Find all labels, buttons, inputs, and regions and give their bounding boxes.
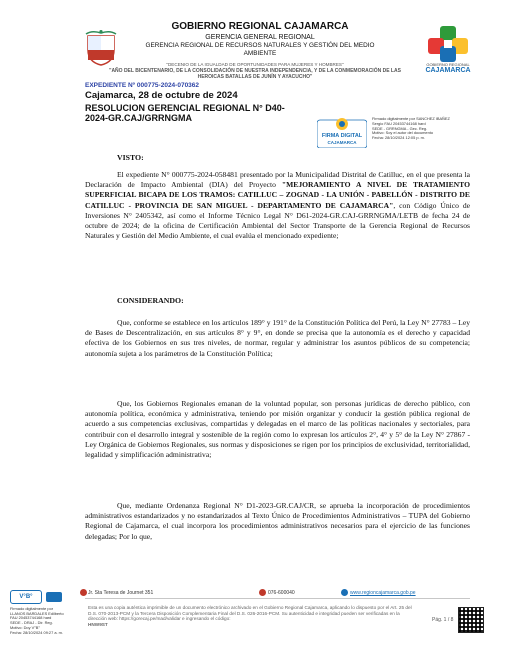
considerando-paragraph-2: Que, los Gobiernos Regionales emanan de la voluntad popular, son personas jurídicas de derecho público, con autonomía política, económica y administrativa, teniendo por misión organizar y conducir la gestión pública regional de acuerdo a sus competencias exclusivas, compartidas y delegadas en el marco de las políticas nacionales y sectoriales, para contribuir con el desarrollo integral y sostenible de la región como lo expresan los artículos 2°, 4° y 5° de la Ley N° 27867 - Ley Orgánica de Gobiernos Regionales, sus normas y disposiciones se rigen por los principios de exclusividad, territorialidad, legalidad y simplificación administrativa; (85, 399, 470, 460)
verification-code: HNW9ST (88, 622, 108, 628)
footer-website-link[interactable]: www.regioncajamarca.gob.pe (350, 590, 416, 596)
institution-department: GERENCIA REGIONAL DE RECURSOS NATURALES Y GESTIÓN DEL MEDIO AMBIENTE (145, 42, 375, 57)
approval-stamp: V°B° (10, 590, 42, 604)
svg-text:CAJAMARCA: CAJAMARCA (327, 140, 357, 145)
svg-text:FIRMA DIGITAL: FIRMA DIGITAL (321, 133, 363, 139)
regional-government-logo-icon (426, 24, 470, 64)
document-footer (0, 583, 505, 650)
location-icon (80, 589, 87, 596)
document-body (85, 150, 470, 582)
considerando-heading: CONSIDERANDO: (117, 296, 184, 305)
resolution-number: RESOLUCION GERENCIAL REGIONAL N° D40-2024-GR.CAJ/GRRNGMA (85, 103, 285, 123)
page-indicator: Pág. 1 / 8 (432, 617, 454, 623)
authenticity-disclaimer: Esta es una copia auténtica imprimible de un documento electrónico archivado en el Gobierno Regional Cajamarca, aplicando lo dispuesto por el Art. 25 del D.S. 070-2013-PCM y la Tercera Disposición Complementaria Final del D.S. 026-2016-PCM. Su autenticidad e integridad pueden ser verificadas en la dirección web: https://gorecaj.pe/mad/validar e ingresando el código: HNW9ST (88, 605, 418, 628)
visto-heading: VISTO: (117, 153, 144, 162)
qr-code-icon (458, 607, 484, 633)
digital-signature-info: Firmado digitalmente por SANCHEZ IBAÑEZ Sergio FAU 20453744168 hard SEDE - GRRNGMA - Gec. Reg. Motivo: Soy el autor del documento Fecha: 28/10/2024 12:05 p. m. (372, 116, 450, 141)
phone-icon (259, 589, 266, 596)
institution-subtitle: GERENCIA GENERAL REGIONAL (205, 34, 315, 41)
decade-slogan: "DECENIO DE LA IGUALDAD DE OPORTUNIDADES PARA MUJERES Y HOMBRES" (166, 62, 344, 67)
document-header (0, 0, 505, 152)
institution-title: GOBIERNO REGIONAL CAJAMARCA (171, 21, 349, 32)
considerando-paragraph-3: Que, mediante Ordenanza Regional N° D1-2023-GR.CAJ/CR, se aprueba la incorporación de procedimientos administrativos estandarizados y no estandarizados al Texto Único de Procedimientos Administrativos – TUPA del Gobierno Regional de Cajamarca, el cual incorpora los procedimientos administrativos necesarios para el ejercicio de las funciones delegadas; Por lo que, (85, 501, 470, 541)
digital-signature-badge-icon (317, 116, 367, 148)
year-slogan: "AÑO DEL BICENTENARIO, DE LA CONSOLIDACIÓN DE NUESTRA INDEPENDENCIA, Y DE LA CONMEMORACIÓN DE LAS HEROICAS BATALLAS DE JUNÍN Y AYACUCHO" (109, 68, 401, 80)
considerando-paragraph-1: Que, conforme se establece en los artículos 189° y 191° de la Constitución Política del Perú, la Ley N° 27783 – Ley de Bases de Descentralización, en sus artículos 8° y 9°, en donde se precisa que la autonomía es el derecho y capacidad efectiva de los Gobiernos en sus tres niveles, de normar, regular y administrar los asuntos públicos de su competencia; autonomía sujeta a los parámetros de la Constitución Política; (85, 318, 470, 358)
footer-phone: 076-600040 (268, 590, 295, 596)
approval-stamp-mark-icon (46, 592, 62, 602)
national-shield-icon (84, 30, 118, 66)
footer-divider (85, 598, 470, 599)
document-date: Cajamarca, 28 de octubre de 2024 (85, 90, 238, 101)
web-icon (341, 589, 348, 596)
approval-signature-info: Firmado digitalmente por LLANOS BARDALES Edilberto FAU 20453744168 hard SEDE - DRAJ - Dir. Reg. Motivo: Doy V°B° Fecha: 28/10/2024 09:27 a. m. (10, 606, 64, 635)
regional-logo-caption: GOBIERNO REGIONAL CAJAMARCA (425, 62, 471, 74)
file-number: EXPEDIENTE Nº 000775-2024-070362 (85, 82, 200, 89)
project-name: "MEJORAMIENTO A NIVEL DE TRATAMIENTO SUPERFICIAL BICAPA DE LOS TRAMOS: CATILLUC – ZOGNAD - LA UNIÓN - PABELLÓN - DISTRITO DE CATILLUC - PROVINCIA DE SAN MIGUEL - DEPARTAMENTO DE CAJAMARCA" (85, 180, 470, 210)
visto-paragraph: El expediente N° 000775-2024-058481 presentado por la Municipalidad Distrital de Catilluc, en el que presenta la Declaración de Impacto Ambiental (DIA) del Proyecto "MEJORAMIENTO A NIVEL DE TRATAMIENTO SUPERFICIAL BICAPA DE LOS TRAMOS: CATILLUC – ZOGNAD - LA UNIÓN - PABELLÓN - DISTRITO DE CATILLUC - PROVINCIA DE SAN MIGUEL - DEPARTAMENTO DE CAJAMARCA", con Código Único de Inversiones N° 2405342, así como el Informe Técnico Legal N° D61-2024-GR.CAJ-GRRNGMA/LETB de fecha 24 de octubre de 2024; de la oficina de Certificación Ambiental del Sector Transporte de la Gerencia Regional de Recursos Naturales y Gestión del Medio Ambiente, el cual evalúa el mencionado expediente; (85, 170, 471, 241)
footer-address: Jr. Sta Teresa de Journet 351 (88, 590, 154, 596)
